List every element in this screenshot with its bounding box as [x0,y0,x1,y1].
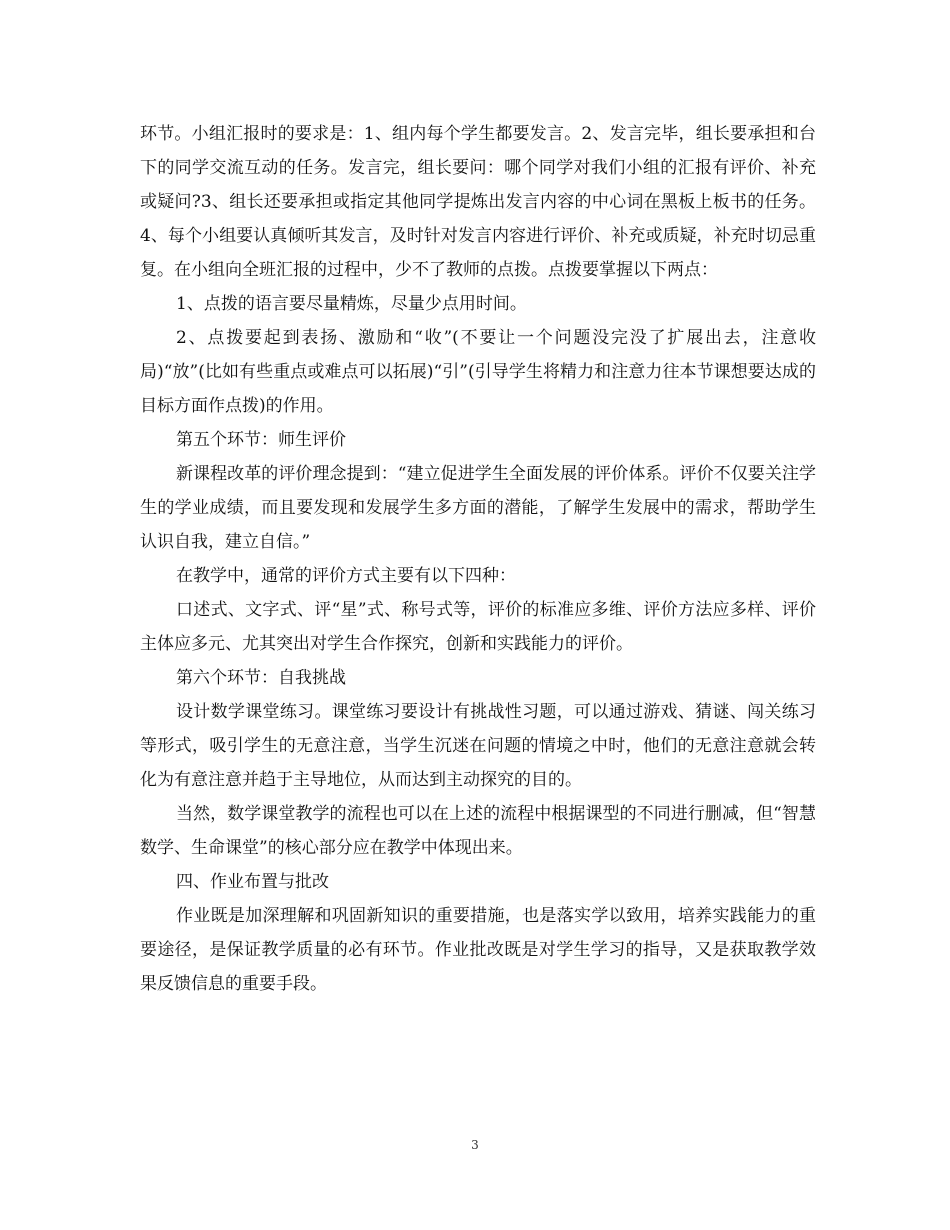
section-heading: 四、作业布置与批改 [176,872,329,892]
paragraph: 作业既是加深理解和巩固新知识的重要措施，也是落实学以致用，培养实践能力的重要途径，是保证教学质量的必有环节。作业批改既是对学生学习的指导，又是获取教学效果反馈信息的重要手段。 [140,906,816,994]
paragraph: 口述式、文字式、评“星”式、称号式等，评价的标准应多维、评价方法应多样、评价主体应多元、尤其突出对学生合作探究，创新和实践能力的评价。 [140,600,816,654]
body-text [140,117,816,1001]
section-heading: 第六个环节：自我挑战 [176,668,346,688]
paragraph: 设计数学课堂练习。课堂练习要设计有挑战性习题，可以通过游戏、猜谜、闯关练习等形式，吸引学生的无意注意，当学生沉迷在问题的情境之中时，他们的无意注意就会转化为有意注意并趋于主导地位，从而达到主动探究的目的。 [140,702,816,790]
page-number: 3 [471,1138,479,1152]
section-heading: 第五个环节：师生评价 [176,430,346,450]
paragraph: 在教学中，通常的评价方式主要有以下四种： [176,566,516,586]
paragraph: 当然，数学课堂教学的流程也可以在上述的流程中根据课型的不同进行删减，但“智慧数学、生命课堂”的核心部分应在教学中体现出来。 [140,804,816,858]
paragraph: 环节。小组汇报时的要求是：1、组内每个学生都要发言。2、发言完毕，组长要承担和台下的同学交流互动的任务。发言完，组长要问：哪个同学对我们小组的汇报有评价、补充或疑问?3、组长还要承担或指定其他同学提炼出发言内容的中心词在黑板上板书的任务。4、每个小组要认真倾听其发言，及时针对发言内容进行评价、补充或质疑，补充时切忌重复。在小组向全班汇报的过程中，少不了教师的点拨。点拨要掌握以下两点： [140,124,816,280]
paragraph: 2、点拨要起到表扬、激励和“收”(不要让一个问题没完没了扩展出去，注意收局)“放”(比如有些重点或难点可以拓展)“引”(引导学生将精力和注意力往本节课想要达成的目标方面作点拨)的作用。 [140,328,816,416]
paragraph: 新课程改革的评价理念提到：“建立促进学生全面发展的评价体系。评价不仅要关注学生的学业成绩，而且要发现和发展学生多方面的潜能，了解学生发展中的需求，帮助学生认识自我，建立自信。” [140,464,816,552]
paragraph: 1、点拨的语言要尽量精炼，尽量少点用时间。 [176,294,527,314]
